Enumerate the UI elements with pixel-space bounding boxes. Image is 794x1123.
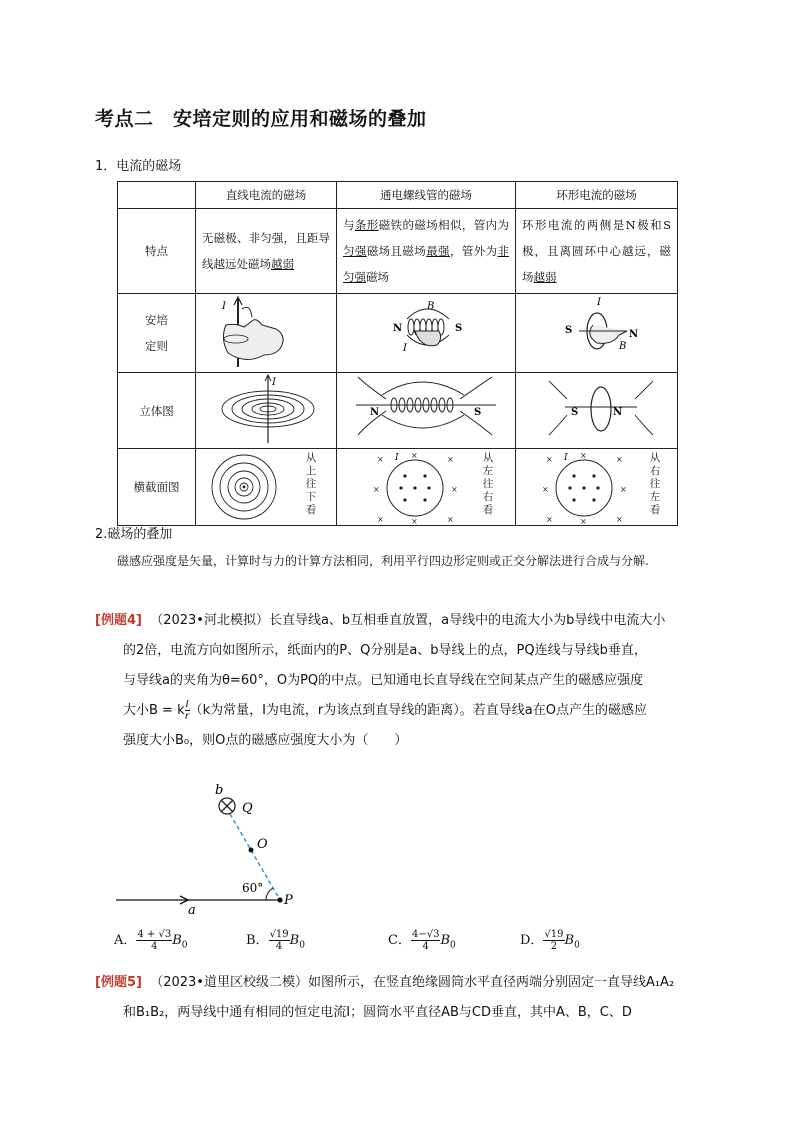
point-p-label: P [284, 893, 293, 908]
svg-text:×: × [616, 515, 623, 524]
cell-text: 磁场且磁场 [366, 244, 427, 258]
table-cell [516, 209, 678, 294]
point-q-label: Q [242, 801, 253, 816]
angle-label: 60° [242, 881, 264, 895]
question-text: 强度大小B₀，则O点的磁感应强度大小为（ ） [123, 733, 408, 748]
question-text: 大小B = k [123, 703, 185, 718]
answer-text: 条形 [354, 218, 379, 232]
subsection-title: 1．电流的磁场 [95, 159, 182, 174]
svg-text:×: × [447, 515, 454, 524]
question-text: 的2倍，电流方向如图所示，纸面内的P、Q分别是a、b导线上的点，PQ连线与导线b垂直， [123, 643, 647, 658]
wire-b-label: b [215, 783, 224, 798]
example-4 [95, 606, 715, 756]
row-label [118, 294, 196, 373]
table-cell [337, 294, 516, 373]
solenoid-3d-figure [346, 373, 506, 445]
cell-text: 无磁极、非匀强，且距导线越远处磁场 [202, 231, 330, 271]
view-direction-label: 从 右 往 左 看 [649, 452, 661, 516]
table-cell [516, 449, 678, 526]
answer-text: 越弱 [533, 270, 557, 284]
answer-text: 最强 [426, 244, 450, 258]
field-label: B [618, 340, 626, 352]
loop-3d-figure [527, 373, 667, 445]
option-c[interactable]: C． $\frac{4-√3}{4}$ $B_0$ [388, 929, 456, 952]
right-hand-loop-figure [527, 295, 667, 369]
table-header: 直线电流的磁场 [196, 182, 337, 209]
option-b[interactable]: B． $\frac{√19}{4}$ $B_0$ [246, 929, 305, 952]
svg-text:×: × [580, 451, 587, 460]
svg-text:×: × [377, 515, 384, 524]
question-text: （2023•河北模拟）长直导线a、b互相垂直放置，a导线中的电流大小为b导线中电流大小 [150, 613, 666, 628]
table-row [118, 449, 678, 526]
svg-text:×: × [447, 455, 454, 464]
answer-text: 匀强 [343, 244, 367, 258]
svg-text:×: × [546, 515, 553, 524]
svg-text:×: × [377, 455, 384, 464]
svg-text:×: × [373, 485, 380, 494]
wire-a-label: a [188, 903, 196, 918]
row-label: 特点 [118, 209, 196, 294]
subsection-title: 2.磁场的叠加 [95, 527, 173, 542]
table-row [118, 373, 678, 449]
table-cell [516, 373, 678, 449]
view-direction-label: 从 上 往 下 看 [305, 452, 317, 516]
field-label: B [427, 300, 435, 312]
current-label: I [564, 453, 568, 463]
magnetic-field-table [117, 181, 678, 526]
pole-label-n: N [612, 407, 622, 418]
pole-label-n: N [628, 328, 638, 340]
pole-label-s: S [570, 407, 578, 418]
current-label: I [222, 300, 226, 312]
table-cell [516, 294, 678, 373]
wire-geometry-figure [110, 780, 310, 920]
cell-text: 磁铁的磁场相似，管内为 [378, 218, 510, 232]
point-o-label: O [257, 837, 268, 852]
option-a[interactable]: A． $\frac{4 + √3}{4}$ $B_0$ [114, 929, 188, 952]
cell-text: 与 [343, 218, 355, 232]
solenoid-cross-section [367, 450, 487, 524]
table-cell [196, 209, 337, 294]
answer-text: 越弱 [271, 257, 294, 271]
svg-text:×: × [580, 517, 587, 524]
table-header-row [118, 182, 678, 209]
svg-text:×: × [546, 455, 553, 464]
table-cell [196, 294, 337, 373]
svg-text:×: × [620, 485, 627, 494]
svg-text:×: × [451, 485, 458, 494]
question-text: （k为常量，I为电流，r为该点到直导线的距离）。若直导线a在O点产生的磁感应 [189, 703, 647, 718]
current-label: I [395, 453, 399, 463]
svg-text:×: × [542, 485, 549, 494]
pole-label-n: N [393, 322, 403, 334]
table-cell [196, 373, 337, 449]
svg-text:×: × [616, 455, 623, 464]
straight-wire-3d-figure [206, 373, 326, 445]
table-cell [337, 209, 516, 294]
cell-text: 环形电流的两侧是N极和S极，且离圆环中心越远，磁场 [522, 218, 671, 284]
cell-text: ，管外为 [450, 244, 498, 258]
pole-label-n: N [370, 407, 380, 418]
row-label-line: 定则 [145, 339, 168, 353]
svg-text:×: × [411, 451, 418, 460]
table-header: 通电螺线管的磁场 [337, 182, 516, 209]
current-label: I [272, 377, 276, 388]
question-text: 与导线a的夹角为θ=60°，O为PQ的中点。已知通电长直导线在空间某点产生的磁感应强度 [123, 673, 644, 688]
row-label: 立体图 [118, 373, 196, 449]
right-hand-solenoid-figure [351, 295, 501, 369]
table-cell [337, 449, 516, 526]
current-label: I [403, 342, 407, 354]
view-direction-label: 从 左 往 右 看 [482, 452, 494, 516]
paragraph: 磁感应强度是矢量，计算时与力的计算方法相同，利用平行四边形定则或正交分解法进行合成与分解. [117, 554, 649, 568]
pole-label-s: S [564, 324, 572, 336]
row-label-line: 安培 [145, 313, 168, 327]
formula-fraction: $\frac{I}{r}$ [185, 699, 190, 722]
straight-wire-cross-section [198, 451, 298, 523]
table-row [118, 209, 678, 294]
section-heading: 考点二 安培定则的应用和磁场的叠加 [95, 108, 427, 130]
example-tag: [例题5] [95, 975, 142, 990]
table-header [118, 182, 196, 209]
current-label: I [596, 296, 601, 308]
right-hand-straight-wire-figure [206, 295, 326, 369]
table-row [118, 294, 678, 373]
answer-text: 非匀强 [343, 244, 510, 284]
example-tag: [例题4] [95, 613, 142, 628]
svg-text:×: × [411, 517, 418, 524]
pole-label-s: S [455, 322, 463, 334]
question-text: （2023•道里区校级二模）如图所示，在竖直绝缘圆筒水平直径两端分别固定一直导线A₁A₂ [150, 975, 675, 990]
example-5 [95, 968, 715, 1028]
loop-cross-section [536, 450, 646, 524]
row-label: 横截面图 [118, 449, 196, 526]
table-header: 环形电流的磁场 [516, 182, 678, 209]
table-cell [196, 449, 337, 526]
pole-label-s: S [474, 407, 482, 418]
cell-text: 磁场 [366, 270, 389, 284]
question-text: 和B₁B₂，两导线中通有相同的恒定电流I；圆筒水平直径AB与CD垂直，其中A、B，C、D [123, 1005, 632, 1020]
table-cell [337, 373, 516, 449]
option-d[interactable]: D． $\frac{√19}{2}$ $B_0$ [520, 929, 580, 952]
